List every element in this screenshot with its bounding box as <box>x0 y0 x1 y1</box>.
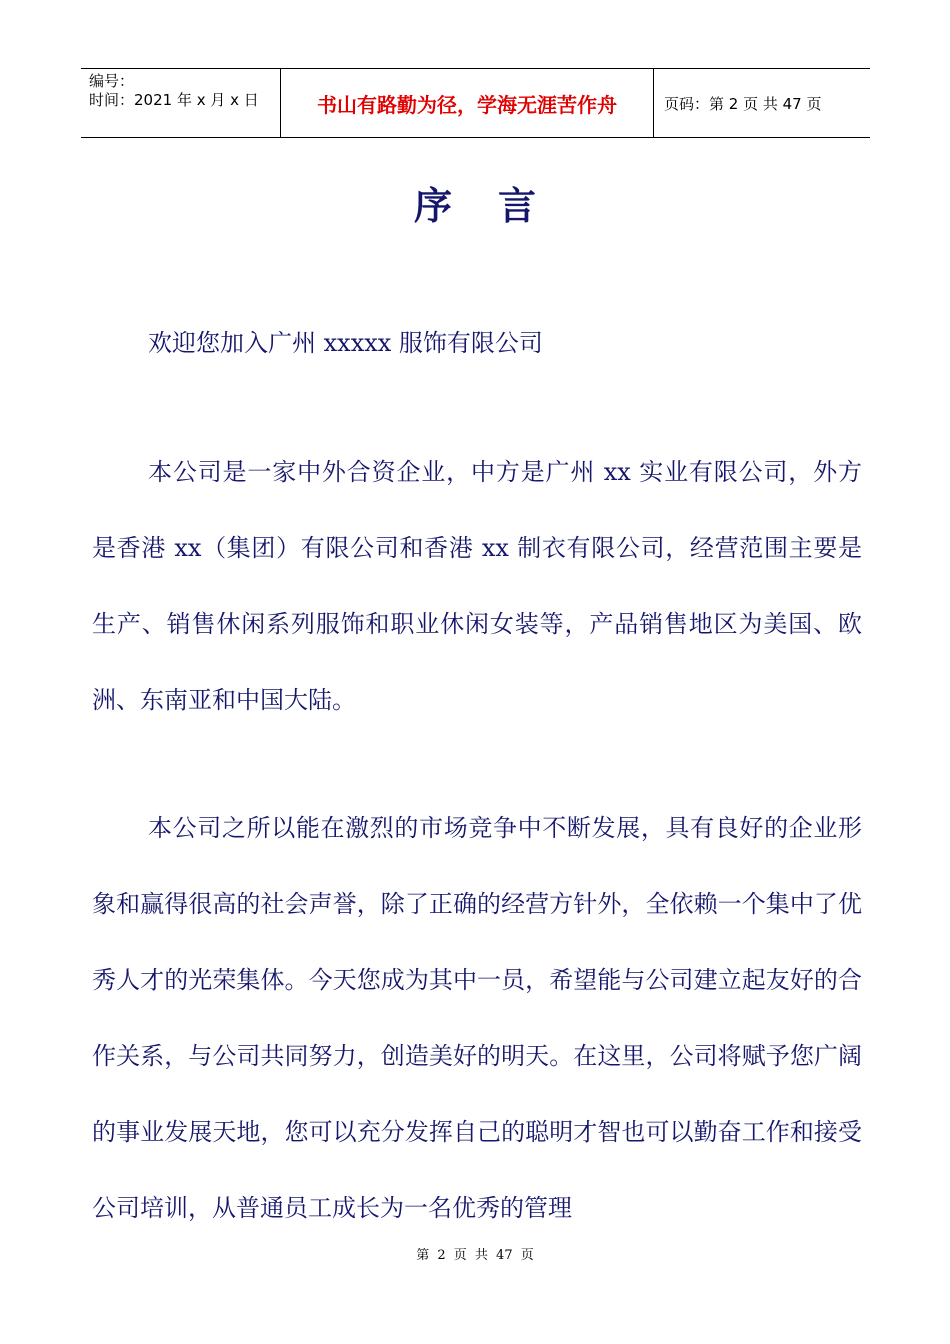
header-meta-cell <box>81 69 281 137</box>
welcome-paragraph: 欢迎您加入广州 xxxxx 服饰有限公司 <box>148 329 543 357</box>
company-intro-paragraph: 本公司是一家中外合资企业，中方是广州 xx 实业有限公司，外方是香港 xx（集团）有限公司和香港 xx 制衣有限公司，经营范围主要是生产、销售休闲系列服饰和职业休闲女装等，产品销售地区为美国、欧洲、东南亚和中国大陆。 <box>92 458 862 714</box>
document-time-label: 时间：2021 年 x 月 x 日 <box>89 91 259 109</box>
page-header <box>81 68 870 138</box>
document-number-label: 编号： <box>89 72 135 90</box>
header-motto: 书山有路勤为径，学海无涯苦作舟 <box>281 69 654 137</box>
company-development-paragraph: 本公司之所以能在激烈的市场竞争中不断发展，具有良好的企业形象和赢得很高的社会声誉，除了正确的经营方针外，全依赖一个集中了优秀人才的光荣集体。今天您成为其中一员，希望能与公司建立起友好的合作关系，与公司共同努力，创造美好的明天。在这里，公司将赋予您广阔的事业发展天地，您可以充分发挥自己的聪明才智也可以勤奋工作和接受公司培训，从普通员工成长为一名优秀的管理 <box>92 814 862 1222</box>
page-footer: 第 2 页 共 47 页 <box>416 1248 534 1263</box>
document-title: 序言 <box>413 183 582 228</box>
header-page-info: 页码：第 2 页 共 47 页 <box>664 94 822 113</box>
